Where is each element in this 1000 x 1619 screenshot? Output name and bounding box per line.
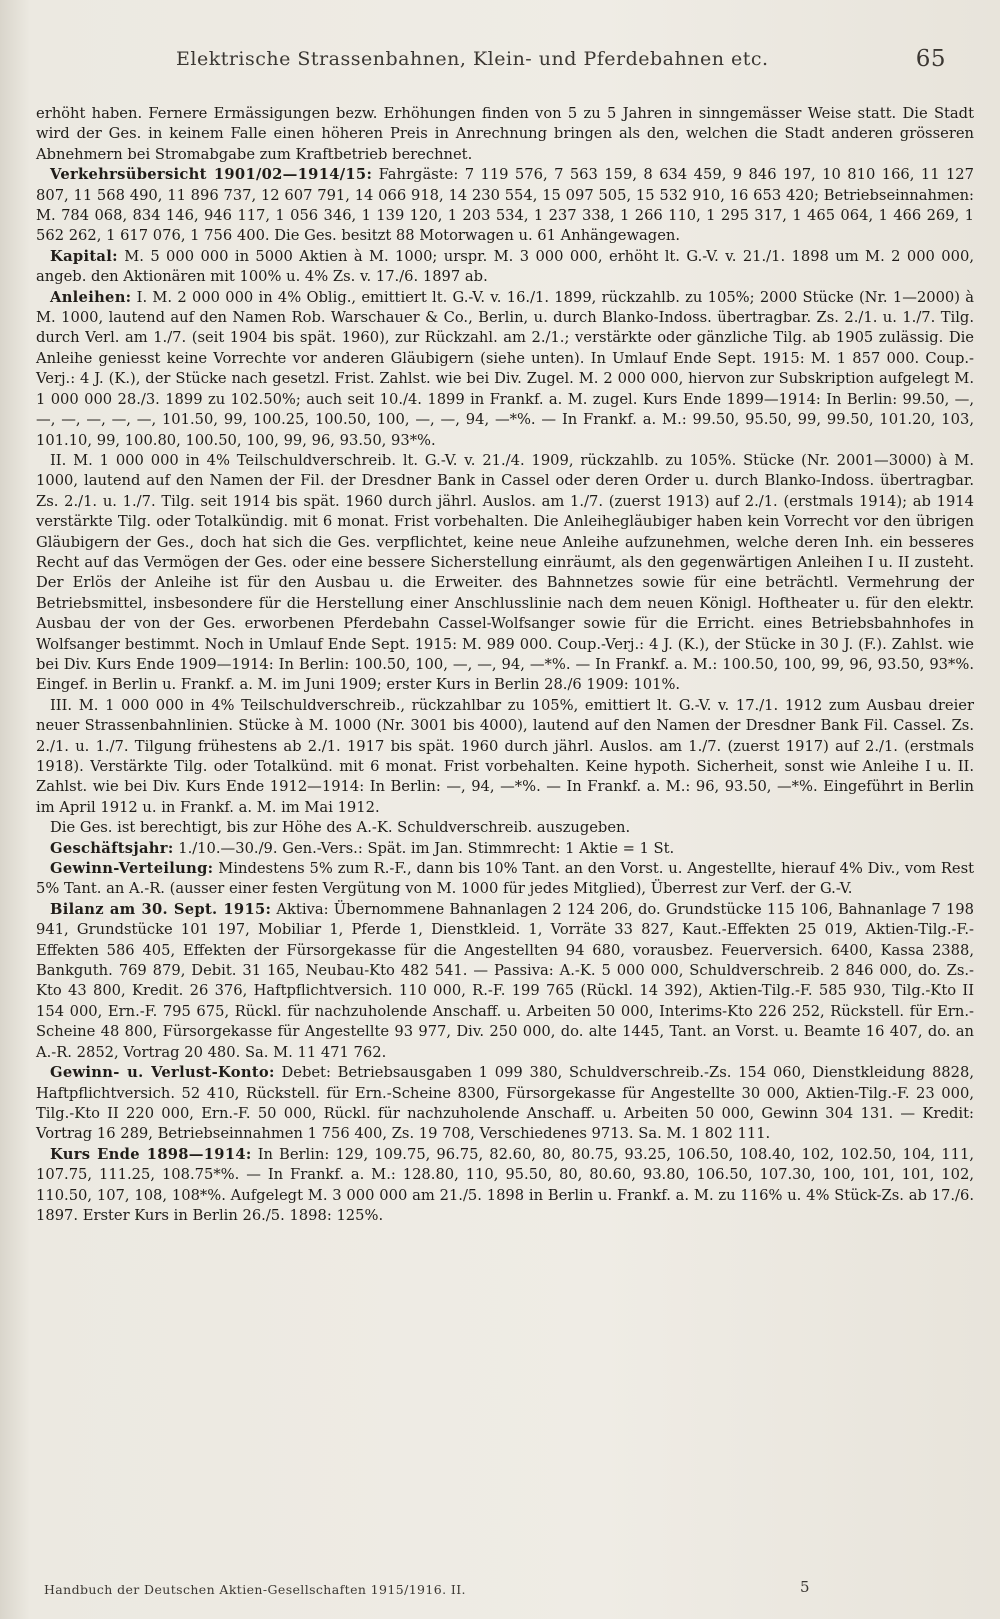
section-label: Kurs Ende 1898—1914:	[50, 1145, 252, 1163]
paragraph-text: 1./10.—30./9. Gen.-Vers.: Spät. im Jan. Stimmrecht: 1 Aktie = 1 St.	[178, 839, 675, 857]
section-label: Gewinn-Verteilung:	[50, 860, 214, 878]
paragraph-text: II. M. 1 000 000 in 4% Teilschuldverschreib. lt. G.-V. v. 21./4. 1909, rückzahlb. zu 105%. Stücke (Nr. 2001—3000) à M. 1000, lautend auf den Namen der Fil. der Dresdner Bank in Cassel oder deren Order u. durch Blanko-Indoss. übertragbar. Zs. 2./1. u. 1./7. Tilg. seit 1914 bis spät. 1960 durch jährl. Auslos. am 1./7. (zuerst 1913) auf 2./1. (erstmals 1914); ab 1914 verstärkte Tilg. oder Totalkündig. mit 6 monat. Frist vorbehalten. Die Anleihegläubiger haben kein Vorrecht vor den übrigen Gläubigern der Ges., doch hat sich die Ges. verpflichtet, keine neue Anleihe aufzunehmen, welche deren Inh. ein besseres Recht auf das Vermögen der Ges. oder eine bessere Sicherstellung einräumt, als den gegenwärtigen Anleihen I u. II zusteht. Der Erlös der Anleihe ist für den Ausbau u. die Erweiter. des Bahnnetzes sowie für eine beträchtl. Vermehrung der Betriebsmittel, insbesondere für die Herstellung einer Anschlusslinie nach dem neuen Königl. Hoftheater u. für den elektr. Ausbau der von der Ges. erworbenen Pferdebahn Cassel-Wolfsanger sowie für die Erricht. eines Betriebsbahnhofes in Wolfsanger bestimmt. Noch in Umlauf Ende Sept. 1915: M. 989 000. Coup.-Verj.: 4 J. (K.), der Stücke in 30 J. (F.). Zahlst. wie bei Div. Kurs Ende 1909—1914: In Berlin: 100.50, 100, —, —, 94, —*%. — In Frankf. a. M.: 100.50, 100, 99, 96, 93.50, 93*%. Eingef. in Berlin u. Frankf. a. M. im Juni 1909; erster Kurs in Berlin 28./6 1909: 101%.	[36, 451, 974, 694]
paragraph-text: Debet: Betriebsausgaben 1 099 380, Schuldverschreib.-Zs. 154 060, Dienstkleidung 8828, Haftpflichtversich. 52 410, Rückstell. für Ern.-Scheine 8300, Fürsorgekasse für Angestellte 30 000, Aktien-Tilg.-F. 23 000, Tilg.-Kto II 220 000, Ern.-F. 50 000, Rückl. für nachzuholende Anschaff. u. Arbeiten 50 000, Gewinn 304 131. — Kredit: Vortrag 16 289, Betriebseinnahmen 1 756 400, Zs. 19 708, Verschiedenes 9713. Sa. M. 1 802 111.	[36, 1064, 974, 1143]
paragraph	[36, 104, 974, 165]
section-label: Kapital:	[50, 247, 118, 265]
paragraph	[36, 247, 974, 288]
paragraph	[36, 165, 974, 247]
page-number: 65	[915, 46, 946, 72]
paragraph-text: I. M. 2 000 000 in 4% Oblig., emittiert lt. G.-V. v. 16./1. 1899, rückzahlb. zu 105%; 2000 Stücke (Nr. 1—2000) à M. 1000, lautend auf den Namen Rob. Warschauer & Co., Berlin, u. durch Blanko-Indoss. übertragbar. Zs. 2./1. u. 1./7. Tilg. durch Verl. am 1./7. (seit 1904 bis spät. 1960), zur Rückzahl. am 2./1.; verstärkte oder gänzliche Tilg. ab 1905 zulässig. Die Anleihe geniesst keine Vorrechte vor anderen Gläubigern (siehe unten). In Umlauf Ende Sept. 1915: M. 1 857 000. Coup.-Verj.: 4 J. (K.), der Stücke nach gesetzl. Frist. Zahlst. wie bei Div. Zugel. M. 2 000 000, hiervon zur Subskription aufgelegt M. 1 000 000 28./3. 1899 zu 102.50%; auch seit 10./4. 1899 in Frankf. a. M. zugel. Kurs Ende 1899—1914: In Berlin: 99.50, —, —, —, —, —, —, 101.50, 99, 100.25, 100.50, 100, —, —, 94, —*%. — In Frankf. a. M.: 99.50, 95.50, 99, 99.50, 101.20, 103, 101.10, 99, 100.80, 100.50, 100, 99, 96, 93.50, 93*%.	[36, 288, 975, 449]
paragraph	[36, 696, 974, 818]
paragraph	[36, 900, 974, 1063]
paragraph	[36, 839, 974, 859]
running-title: Elektrische Strassenbahnen, Klein- und Pferdebahnen etc.	[176, 48, 769, 70]
paragraph	[36, 818, 974, 838]
paragraph	[36, 451, 974, 696]
paragraph	[36, 1145, 974, 1227]
paragraph-text: Aktiva: Übernommene Bahnanlagen 2 124 206, do. Grundstücke 115 106, Bahnanlage 7 198 941, Grundstücke 101 197, Mobiliar 1, Pferde 1, Dienstkleid. 1, Vorräte 33 827, Kaut.-Effekten 25 019, Aktien-Tilg.-F.-Effekten 586 405, Effekten der Fürsorgekasse für die Angestellten 94 680, vorausbez. Feuerversich. 6400, Kassa 2388, Bankguth. 769 879, Debit. 31 165, Neubau-Kto 482 541. — Passiva: A.-K. 5 000 000, Schuldverschreib. 2 846 000, do. Zs.-Kto 43 800, Kredit. 26 376, Haftpflichtversich. 110 000, R.-F. 199 765 (Rückl. 14 392), Aktien-Tilg.-F. 585 930, Tilg.-Kto II 154 000, Ern.-F. 795 675, Rückl. für nachzuholende Anschaff. u. Arbeiten 50 000, Interims-Kto 226 252, Rückstell. für Ern.-Scheine 48 800, Fürsorgekasse für Angestellte 93 977, Div. 250 000, do. alte 1445, Tant. an Vorst. u. Beamte 16 407, do. an A.-R. 2852, Vortrag 20 480. Sa. M. 11 471 762.	[36, 900, 974, 1061]
sheet-signature: 5	[800, 1578, 810, 1596]
section-label: Anleihen:	[50, 288, 132, 306]
paragraph-text: III. M. 1 000 000 in 4% Teilschuldverschreib., rückzahlbar zu 105%, emittiert lt. G.-V. v. 17./1. 1912 zum Ausbau dreier neuer Strassenbahnlinien. Stücke à M. 1000 (Nr. 3001 bis 4000), lautend auf den Namen der Dresdner Bank Fil. Cassel. Zs. 2./1. u. 1./7. Tilgung frühestens ab 2./1. 1917 bis spät. 1960 durch jährl. Auslos. am 1./7. (zuerst 1917) auf 2./1. (erstmals 1918). Verstärkte Tilg. oder Totalkünd. mit 6 monat. Frist vorbehalten. Keine hypoth. Sicherheit, sonst wie Anleihe I u. II. Zahlst. wie bei Div. Kurs Ende 1912—1914: In Berlin: —, 94, —*%. — In Frankf. a. M.: 96, 93.50, —*%. Eingeführt in Berlin im April 1912 u. in Frankf. a. M. im Mai 1912.	[36, 696, 974, 816]
paragraph-text: Mindestens 5% zum R.-F., dann bis 10% Tant. an den Vorst. u. Angestellte, hierauf 4% Div., vom Rest 5% Tant. an A.-R. (ausser einer festen Vergütung von M. 1000 für jedes Mitglied), Überrest zur Verf. der G.-V.	[36, 860, 975, 898]
section-label: Verkehrsübersicht 1901/02—1914/15:	[50, 166, 373, 184]
paragraph-text: Die Ges. ist berechtigt, bis zur Höhe des A.-K. Schuldverschreib. auszugeben.	[50, 819, 631, 837]
page-footer	[44, 1578, 810, 1597]
running-head	[36, 42, 974, 82]
paragraph-text: erhöht haben. Fernere Ermässigungen bezw. Erhöhungen finden von 5 zu 5 Jahren in sinngemässer Weise statt. Die Stadt wird der Ges. in keinem Falle einen höheren Preis in Anrechnung bringen als den, welchen die Stadt anderen grösseren Abnehmern bei Stromabgabe zum Kraftbetrieb berechnet.	[36, 105, 974, 163]
section-label: Gewinn- u. Verlust-Konto:	[50, 1064, 275, 1082]
paragraph-text: M. 5 000 000 in 5000 Aktien à M. 1000; urspr. M. 3 000 000, erhöht lt. G.-V. v. 21./1. 1898 um M. 2 000 000, angeb. den Aktionären mit 100% u. 4% Zs. v. 17./6. 1897 ab.	[36, 247, 974, 286]
paragraph	[36, 288, 974, 451]
body-text	[36, 104, 974, 1226]
paragraph	[36, 859, 974, 900]
section-label: Bilanz am 30. Sept. 1915:	[50, 900, 272, 918]
paragraph-text: In Berlin: 129, 109.75, 96.75, 82.60, 80, 80.75, 93.25, 106.50, 108.40, 102, 102.50, 104, 111, 107.75, 111.25, 108.75*%. — In Frankf. a. M.: 128.80, 110, 95.50, 80, 80.60, 93.80, 106.50, 107.30, 100, 101, 101, 102, 110.50, 107, 108, 108*%. Aufgelegt M. 3 000 000 am 21./5. 1898 in Berlin u. Frankf. a. M. zu 116% u. 4% Stück-Zs. ab 17./6. 1897. Erster Kurs in Berlin 26./5. 1898: 125%.	[36, 1145, 974, 1224]
paragraph	[36, 1063, 974, 1145]
section-label: Geschäftsjahr:	[50, 839, 174, 857]
footer-source: Handbuch der Deutschen Aktien-Gesellschaften 1915/1916. II.	[44, 1582, 466, 1597]
paragraph-text: Fahrgäste: 7 119 576, 7 563 159, 8 634 459, 9 846 197, 10 810 166, 11 127 807, 11 568 490, 11 896 737, 12 607 791, 14 066 918, 14 230 554, 15 097 505, 15 532 910, 16 653 420; Betriebseinnahmen: M. 784 068, 834 146, 946 117, 1 056 346, 1 139 120, 1 203 534, 1 237 338, 1 266 110, 1 295 317, 1 465 064, 1 466 269, 1 562 262, 1 617 076, 1 756 400. Die Ges. besitzt 88 Motorwagen u. 61 Anhängewagen.	[36, 166, 974, 245]
